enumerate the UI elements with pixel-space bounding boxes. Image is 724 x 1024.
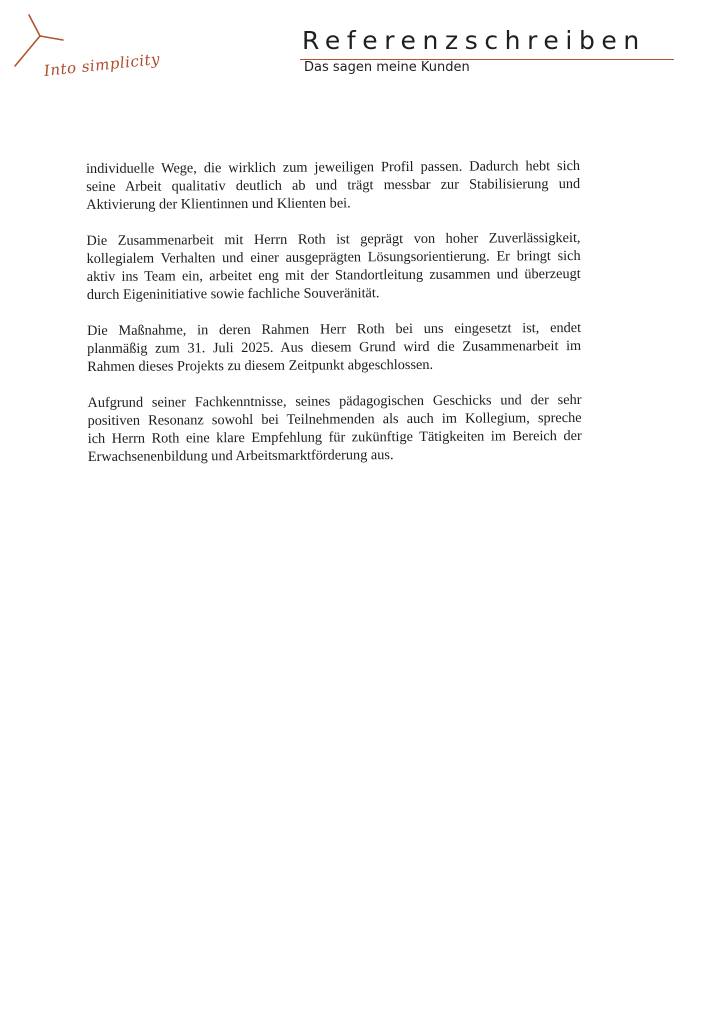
letter-paragraph: [86, 229, 580, 304]
letter-line: kollegialem Verhalten und einer ausgeprägten Lösungsorientierung. Er bringt sich: [86, 247, 581, 267]
letter-line: seine Arbeit qualitativ deutlich ab und trägt messbar zur Stabilisierung und: [86, 175, 581, 195]
letter-line: Die Zusammenarbeit mit Herrn Roth ist geprägt von hoher Zuverlässigkeit,: [86, 229, 581, 249]
letter-line: individuelle Wege, die wirklich zum jeweiligen Profil passen. Dadurch hebt sich: [86, 157, 581, 177]
letter-line: aktiv ins Team ein, arbeitet eng mit der Standortleitung zusammen und überzeugt: [86, 265, 581, 285]
letter-line: Die Maßnahme, in deren Rahmen Herr Roth bei uns eingesetzt ist, endet: [86, 319, 582, 339]
letter-line: Rahmen dieses Projekts zu diesem Zeitpunkt abgeschlossen.: [87, 356, 434, 375]
letter-body: [86, 157, 582, 484]
letter-paragraph: [87, 319, 581, 376]
page-title: Referenzschreiben: [302, 26, 646, 55]
brand-script-text: Into simplicity: [43, 49, 161, 80]
letter-paragraph: [86, 157, 580, 214]
letter-line: Aufgrund seiner Fachkenntnisse, seines pädagogischen Geschicks und der sehr: [87, 391, 582, 411]
letter-line: ich Herrn Roth eine klare Empfehlung für zukünftige Tätigkeiten im Bereich der: [87, 427, 582, 447]
letter-line: positiven Resonanz sowohl bei Teilnehmenden als auch im Kollegium, spreche: [87, 409, 582, 429]
letter-line: Erwachsenenbildung und Arbeitsmarktförderung aus.: [87, 447, 394, 465]
letter-line: Aktivierung der Klientinnen und Klienten bei.: [86, 195, 351, 213]
letter-line: durch Eigeninitiative sowie fachliche Souveränität.: [86, 285, 380, 303]
page-subtitle: Das sagen meine Kunden: [304, 60, 470, 75]
letter-line: planmäßig zum 31. Juli 2025. Aus diesem Grund wird die Zusammenarbeit im: [87, 337, 582, 357]
brand-logo: [10, 10, 161, 90]
letter-paragraph: [87, 391, 581, 466]
